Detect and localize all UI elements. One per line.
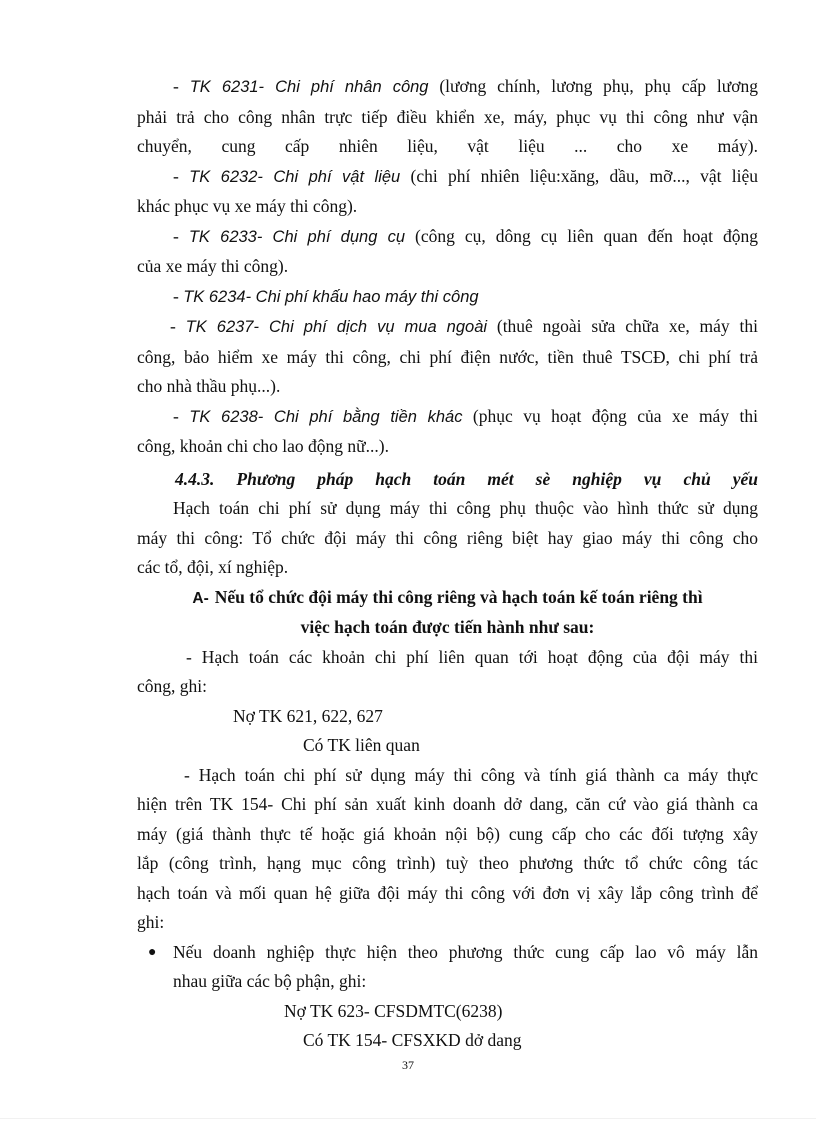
tk6238-desc: (phục vụ hoạt động của xe máy thi	[462, 405, 758, 426]
bullet-icon: ●	[148, 944, 157, 960]
page-number: 37	[402, 1058, 414, 1072]
dash: -	[173, 76, 190, 96]
tk6238-label: TK 6238- Chi phí bằng tiền khác	[189, 407, 463, 426]
item2-line4: lắp (công trình, hạng mục công trình) tuỳ theo phương thức tổ chức công tác	[137, 853, 758, 873]
intro-line2: máy thi công: Tổ chức đội máy thi công riêng biệt hay giao máy thi công cho	[137, 527, 758, 548]
item1-line2: công, ghi:	[137, 676, 207, 696]
intro-line3: các tổ, đội, xí nghiệp.	[137, 557, 289, 577]
tk6232-desc: (chi phí nhiên liệu:xăng, dầu, mỡ..., vật liệu	[400, 165, 758, 186]
tk6231-line3: chuyển, cung cấp nhiên liệu, vật liệu ... cho xe máy).	[137, 136, 758, 156]
tk6232-line2: khác phục vụ xe máy thi công).	[137, 196, 358, 216]
bullet1-line2: nhau giữa các bộ phận, ghi:	[173, 971, 367, 991]
tk6233-label: TK 6233- Chi phí dụng cụ	[188, 227, 406, 246]
tk6238-line1	[137, 402, 758, 433]
part-a-label: A-	[192, 589, 209, 607]
bullet1-text: Nếu doanh nghiệp thực hiện theo phương thức cung cấp lao vô máy lẫn	[173, 941, 758, 962]
tk6231-line1	[137, 72, 758, 103]
tk6237-line1	[137, 312, 758, 343]
tk6233-desc: (công cụ, dông cụ liên quan đến hoạt động	[405, 225, 758, 246]
tk6237-line3: cho nhà thầu phụ...).	[137, 376, 281, 396]
footer-divider	[0, 1118, 816, 1119]
tk6231-line2: phải trả cho công nhân trực tiếp điều khiển xe, máy, phục vụ thi công như vận	[137, 106, 758, 127]
dash: -	[173, 405, 190, 426]
tk6232-line1	[137, 162, 758, 193]
part-a-line1	[137, 583, 758, 614]
dash: -	[173, 285, 184, 306]
tk6231-label: TK 6231- Chi phí nhân công	[189, 78, 429, 96]
bullet1-line1	[137, 938, 758, 968]
item2-line5: hạch toán và mối quan hệ giữa đội máy thi công với đơn vị xây lắp công trình để	[137, 882, 758, 903]
item1-credit: Có TK liên quan	[303, 735, 420, 755]
tk6237-line2: công, bảo hiểm xe máy thi công, chi phí điện nước, tiền thuê TSCĐ, chi phí trả	[137, 346, 758, 367]
part-a-title: Nếu tổ chức đội máy thi công riêng và hạch toán kế toán riêng thì	[214, 586, 703, 607]
bullet1-debit: Nợ TK 623- CFSDMTC(6238)	[284, 1000, 503, 1021]
tk6234-label: TK 6234- Chi phí khấu hao máy thi công	[183, 287, 479, 306]
item2-line2: hiện trên TK 154- Chi phí sản xuất kinh doanh dở dang, căn cứ vào giá thành ca	[137, 794, 758, 814]
tk6233-line1	[137, 222, 758, 253]
tk6232-label: TK 6232- Chi phí vật liệu	[189, 167, 401, 186]
section-heading: 4.4.3. Phương pháp hạch toán mét sè nghiệp vụ chủ yếu	[175, 468, 758, 489]
item1-debit: Nợ TK 621, 622, 627	[233, 705, 383, 726]
dash: -	[170, 316, 186, 336]
tk6234-line1	[137, 282, 758, 313]
dash: -	[173, 225, 189, 246]
tk6237-label: TK 6237- Chi phí dịch vụ mua ngoài	[185, 318, 488, 336]
item2-line1: - Hạch toán chi phí sử dụng máy thi công và tính giá thành ca máy thực	[184, 764, 758, 785]
tk6231-desc: (lương chính, lương phụ, phụ cấp lương	[428, 76, 759, 96]
intro-line1: Hạch toán chi phí sử dụng máy thi công phụ thuộc vào hình thức sử dụng	[173, 498, 758, 518]
bullet1-credit: Có TK 154- CFSXKD dở dang	[303, 1030, 522, 1050]
document-body	[137, 72, 758, 1056]
item2-line6: ghi:	[137, 912, 165, 932]
tk6233-line2: của xe máy thi công).	[137, 256, 289, 276]
tk6238-line2: công, khoản chi cho lao động nữ...).	[137, 436, 389, 456]
part-a-line2: việc hạch toán được tiến hành như sau:	[300, 617, 595, 637]
item1-line1: - Hạch toán các khoản chi phí liên quan tới hoạt động của đội máy thi	[186, 646, 758, 667]
tk6237-desc: (thuê ngoài sửa chữa xe, máy thi	[487, 316, 758, 336]
item2-line3: máy (giá thành thực tế hoặc giá khoản nội bộ) cung cấp cho các đối tượng xây	[137, 823, 758, 844]
dash: -	[173, 165, 190, 186]
